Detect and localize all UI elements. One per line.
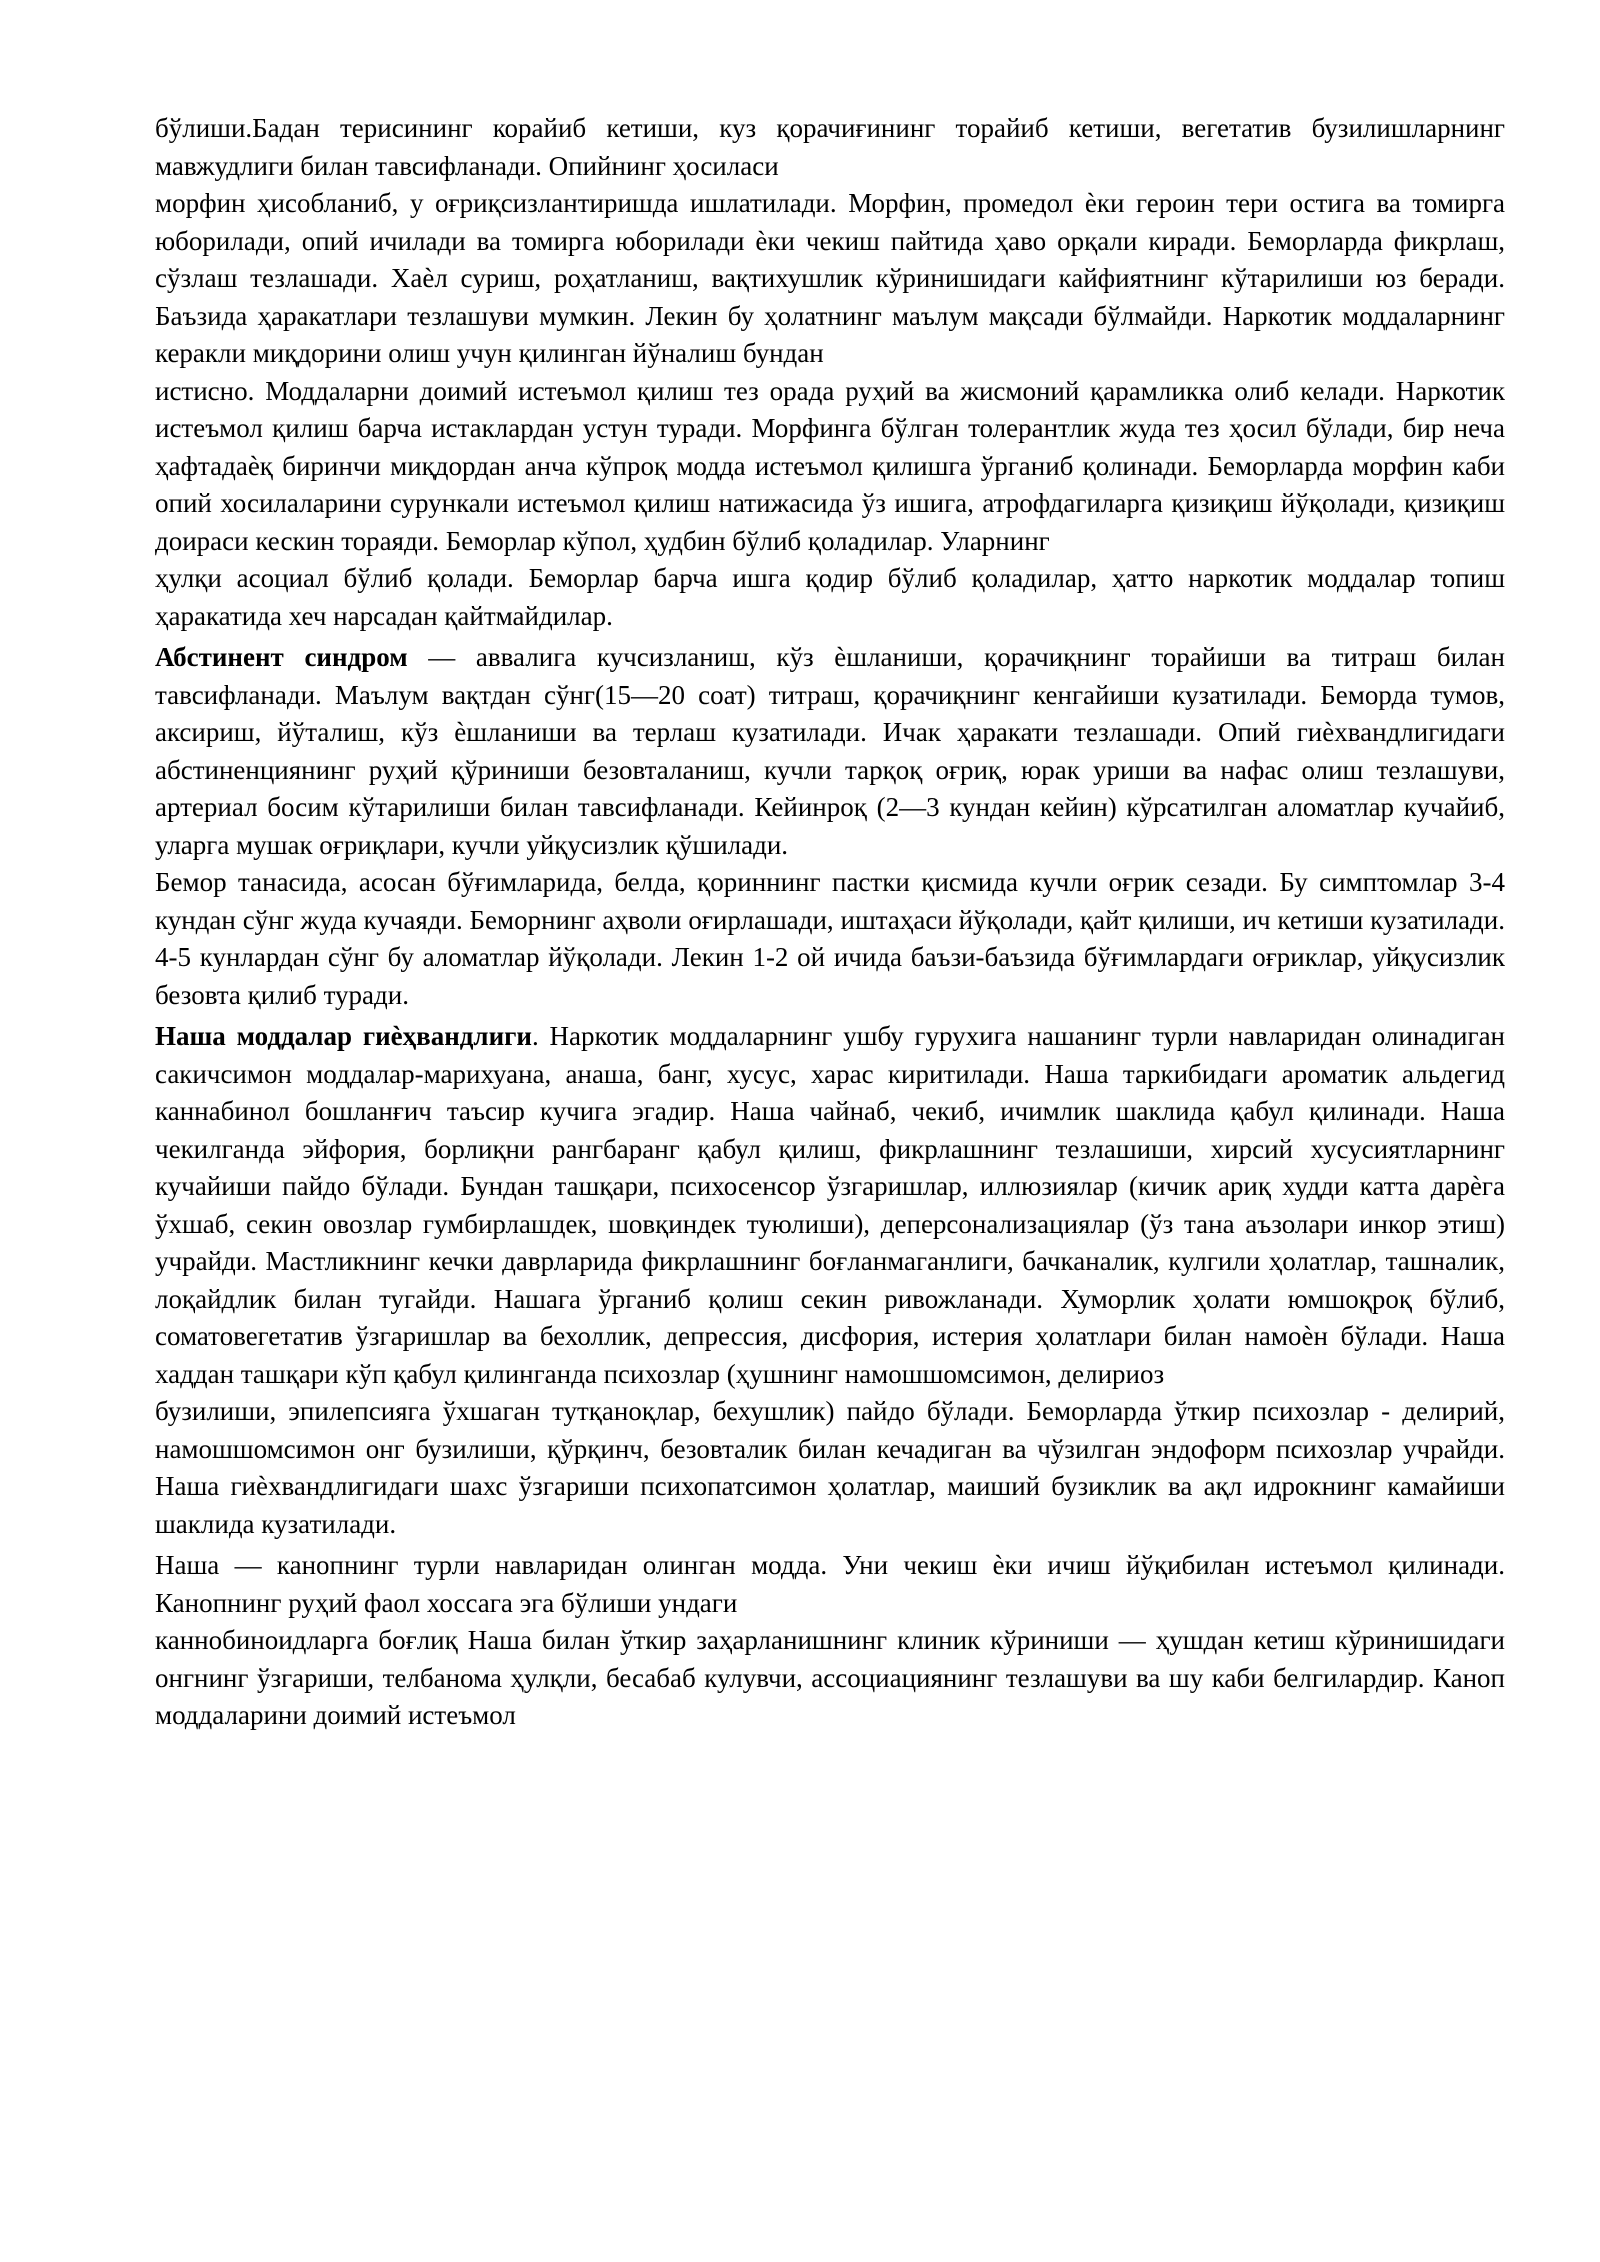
paragraph-text: — аввалига кучсизланиш, кўз ѐшланиши, қорачиқнинг торайиши ва титраш билан тавсифланади. Маълум вақтдан сўнг(15—20 соат) титраш, қорачиқнинг кенгайиши кузатилади. Беморда тумов, аксириш, йўталиш, кўз ѐшланиши ва терлаш кузатилади. Ичак ҳаракати тезлашади. Опий гиѐхвандлигидаги абстиненциянинг руҳий қўриниши безовталаниш, кучли тарқоқ оғриқ, юрак уриши ва нафас олиш тезлашуви, артериал босим кўтарилиши билан тавсифланади. Кейинроқ (2—3 кундан кейин) кўрсатилган аломатлар кучайиб, уларга мушак оғриқлари, кучли уйқусизлик қўшилади. <box>155 642 1505 860</box>
paragraph-abstinence-syndrome <box>155 639 1505 864</box>
paragraph-pain-symptoms <box>155 864 1505 1014</box>
paragraph-text: Бемор танасида, асосан бўғимларида, белда, қориннинг пастки қисмида кучли оғрик сезади. Бу симптомлар 3-4 кундан сўнг жуда кучаяди. Беморнинг аҳволи оғирлашади, иштаҳаси йўқолади, қайт қилиши, ич кетиши кузатилади. 4-5 кунлардан сўнг бу аломатлар йўқолади. Лекин 1-2 ой ичида баъзи-баъзида бўғимлардаги оғриклар, уйқусизлик безовта қилиб туради. <box>155 867 1505 1010</box>
paragraph-text: истисно. Моддаларни доимий истеъмол қилиш тез орада руҳий ва жисмоний қарамликка олиб келади. Наркотик истеъмол қилиш барча истаклардан устун туради. Морфинга бўлган толерантлик жуда тез ҳосил бўлади, бир неча ҳафтадаѐқ биринчи миқдордан анча кўпроқ модда истеъмол қилишга ўрганиб қолинади. Беморларда морфин каби опий хосилаларини сурункали истеъмол қилиш натижасида ўз ишига, атрофдагиларга қизиқиш йўқолади, қизиқиш доираси кескин тораяди. Беморлар кўпол, ҳудбин бўлиб қоладилар. Уларнинг <box>155 375 1505 556</box>
paragraph-text: бўлиши.Бадан терисининг корайиб кетиши, куз қорачиғининг торайиб кетиши, вегетатив бузилишларнинг мавжудлиги билан тавсифланади. Опийнинг ҳосиласи <box>155 113 1505 181</box>
term-abstinence-syndrome: Абстинент синдром <box>155 642 408 672</box>
document-page <box>155 110 1505 1735</box>
paragraph-text: каннобиноидларга боғлиқ Наша билан ўткир заҳарланишнинг клиник кўриниши — ҳушдан кетиш кўринишидаги онгнинг ўзгариши, телбанома ҳулқли, бесабаб кулувчи, ассоциациянинг тезлашуви ва шу каби белгилардир. Каноп моддаларини доимий истеъмол <box>155 1625 1505 1730</box>
paragraph-psychoses <box>155 1393 1505 1543</box>
paragraph-cannabis-addiction <box>155 1018 1505 1393</box>
paragraph-dependence <box>155 373 1505 561</box>
paragraph-morphine <box>155 185 1505 373</box>
paragraph-text: ҳулқи асоциал бўлиб қолади. Беморлар барча ишга қодир бўлиб қоладилар, ҳатто наркотик моддалар топиш ҳаракатида хеч нарсадан қайтмайдилар. <box>155 563 1505 631</box>
paragraph-opium-effects <box>155 110 1505 185</box>
paragraph-text: Наша — канопнинг турли навларидан олинган модда. Уни чекиш ѐки ичиш йўқибилан истеъмол қилинади. Канопнинг руҳий фаол хоссага эга бўлиши ундаги <box>155 1550 1505 1618</box>
paragraph-text: бузилиши, эпилепсияга ўхшаган тутқаноқлар, бехушлик) пайдо бўлади. Беморларда ўткир психозлар - делирий, намошшомсимон онг бузилиши, қўрқинч, безовталик билан кечадиган ва чўзилган эндоформ психозлар учрайди. Наша гиѐхвандлигидаги шахс ўзгариши психопатсимон ҳолатлар, маиший бузиклик ва ақл идрокнинг камайиши шаклида кузатилади. <box>155 1396 1505 1539</box>
paragraph-text: . Наркотик моддаларнинг ушбу гурухига нашанинг турли навларидан олинадиган сакичсимон моддалар-марихуана, анаша, банг, хусус, харас киритилади. Наша таркибидаги ароматик альдегид каннабинол бошланғич таъсир кучига эгадир. Наша чайнаб, чекиб, ичимлик шаклида қабул қилинади. Наша чекилганда эйфория, борлиқни рангбаранг қабул қилиш, фикрлашнинг тезлашиши, хирсий хусусиятларнинг кучайиши пайдо бўлади. Бундан ташқари, психосенсор ўзгаришлар, иллюзиялар (кичик ариқ худди катта дарѐга ўхшаб, секин овозлар гумбирлашдек, шовқиндек туюлиши), деперсонализациялар (ўз тана аъзолари инкор этиш) учрайди. Мастликнинг кечки даврларида фикрлашнинг боғланмаганлиги, бачканалик, кулгили ҳолатлар, ташналик, лоқайдлик билан тугайди. Нашага ўрганиб қолиш секин ривожланади. Хуморлик ҳолати юмшоқроқ бўлиб, соматовегетатив ўзгаришлар ва бехоллик, депрессия, дисфория, истерия ҳолатлари билан намоѐн бўлади. Наша хаддан ташқари кўп қабул қилинганда психозлар (ҳушнинг намошшомсимон, делириоз <box>155 1021 1505 1389</box>
paragraph-hemp <box>155 1547 1505 1622</box>
paragraph-asocial-behavior <box>155 560 1505 635</box>
term-cannabis-addiction: Наша моддалар гиѐҳвандлиги <box>155 1021 532 1051</box>
paragraph-text: морфин ҳисобланиб, у оғриқсизлантиришда ишлатилади. Морфин, промедол ѐки героин тери остига ва томирга юборилади, опий ичилади ва томирга юборилади ѐки чекиш пайтида ҳаво орқали киради. Беморларда фикрлаш, сўзлаш тезлашади. Хаѐл суриш, роҳатланиш, вақтихушлик кўринишидаги кайфиятнинг кўтарилиши юз беради. Баъзида ҳаракатлари тезлашуви мумкин. Лекин бу ҳолатнинг маълум мақсади бўлмайди. Наркотик моддаларнинг керакли миқдорини олиш учун қилинган йўналиш бундан <box>155 188 1505 368</box>
paragraph-cannabinoids <box>155 1622 1505 1735</box>
